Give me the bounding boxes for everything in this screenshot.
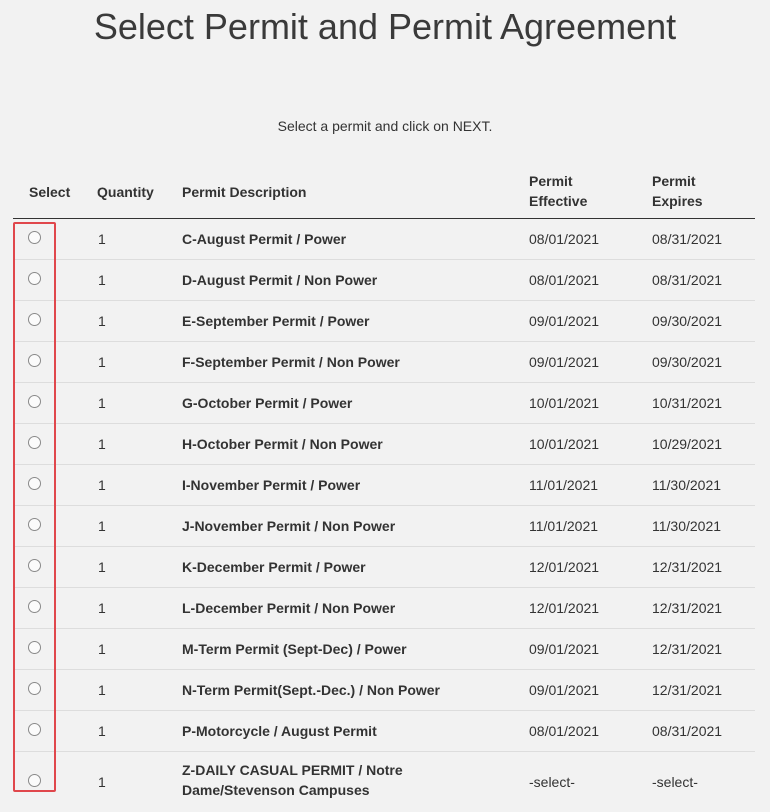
header-description: Permit Description xyxy=(182,184,307,200)
quantity-cell: 1 xyxy=(98,641,106,657)
permit-expires-cell: 09/30/2021 xyxy=(652,313,723,329)
header-expires xyxy=(652,171,703,211)
permit-effective-cell: 10/01/2021 xyxy=(529,395,600,411)
quantity-cell: 1 xyxy=(98,600,106,616)
permit-description-cell: C-August Permit / Power xyxy=(182,231,347,247)
table-row xyxy=(13,301,755,342)
permit-effective-cell: 08/01/2021 xyxy=(529,723,600,739)
quantity-cell: 1 xyxy=(98,354,106,370)
permit-effective-cell: 08/01/2021 xyxy=(529,272,600,288)
permit-radio-button[interactable] xyxy=(28,272,41,285)
instructions-text: Select a permit and click on NEXT. xyxy=(277,118,493,134)
permit-radio-button[interactable] xyxy=(28,682,41,695)
quantity-cell: 1 xyxy=(98,395,106,411)
header-effective-line1: Permit xyxy=(529,173,573,189)
header-select: Select xyxy=(29,184,71,200)
table-row xyxy=(13,424,755,465)
header-expires-line2: Expires xyxy=(652,193,703,209)
permit-expires-cell: 12/31/2021 xyxy=(652,641,723,657)
header-effective xyxy=(529,171,587,211)
table-row xyxy=(13,711,755,752)
quantity-cell: 1 xyxy=(98,559,106,575)
permit-expires-cell: 12/31/2021 xyxy=(652,682,723,698)
permit-radio-button[interactable] xyxy=(28,641,41,654)
permit-effective-cell: 12/01/2021 xyxy=(529,600,600,616)
permit-description-cell: I-November Permit / Power xyxy=(182,477,361,493)
permit-radio-button[interactable] xyxy=(28,774,41,787)
permit-expires-cell: 10/29/2021 xyxy=(652,436,723,452)
quantity-cell: 1 xyxy=(98,272,106,288)
quantity-cell: 1 xyxy=(98,723,106,739)
permit-expires-cell: 08/31/2021 xyxy=(652,272,723,288)
permit-description-cell: M-Term Permit (Sept-Dec) / Power xyxy=(182,641,407,657)
table-row xyxy=(13,629,755,670)
page-title: Select Permit and Permit Agreement xyxy=(93,6,677,47)
permit-radio-button[interactable] xyxy=(28,477,41,490)
permit-effective-cell: 09/01/2021 xyxy=(529,641,600,657)
permit-effective-cell: 08/01/2021 xyxy=(529,231,600,247)
table-row xyxy=(13,342,755,383)
permit-radio-button[interactable] xyxy=(28,600,41,613)
quantity-cell: 1 xyxy=(98,682,106,698)
permit-effective-cell: 09/01/2021 xyxy=(529,354,600,370)
table-row xyxy=(13,752,755,812)
permit-effective-cell: 12/01/2021 xyxy=(529,559,600,575)
permit-radio-button[interactable] xyxy=(28,436,41,449)
permit-description-cell: F-September Permit / Non Power xyxy=(182,354,400,370)
permit-description-cell: J-November Permit / Non Power xyxy=(182,518,396,534)
table-row xyxy=(13,465,755,506)
permit-radio-button[interactable] xyxy=(28,518,41,531)
permit-expires-cell: 08/31/2021 xyxy=(652,723,723,739)
permit-description-cell: Z-DAILY CASUAL PERMIT / Notre Dame/Stevenson Campuses xyxy=(182,762,403,798)
permit-effective-cell: 10/01/2021 xyxy=(529,436,600,452)
permit-description-cell: N-Term Permit(Sept.-Dec.) / Non Power xyxy=(182,682,441,698)
header-expires-line1: Permit xyxy=(652,173,696,189)
permit-radio-button[interactable] xyxy=(28,313,41,326)
permit-description-cell: E-September Permit / Power xyxy=(182,313,370,329)
permit-description-cell: L-December Permit / Non Power xyxy=(182,600,396,616)
permit-table-body xyxy=(13,219,755,812)
permit-radio-button[interactable] xyxy=(28,231,41,244)
permit-effective-cell: -select- xyxy=(529,774,575,790)
permit-expires-cell: -select- xyxy=(652,774,698,790)
table-row xyxy=(13,383,755,424)
permit-effective-cell: 11/01/2021 xyxy=(529,477,599,493)
quantity-cell: 1 xyxy=(98,518,106,534)
permit-expires-cell: 11/30/2021 xyxy=(652,518,722,534)
permit-expires-cell: 08/31/2021 xyxy=(652,231,723,247)
permit-radio-button[interactable] xyxy=(28,723,41,736)
header-effective-line2: Effective xyxy=(529,193,588,209)
permit-description-cell: H-October Permit / Non Power xyxy=(182,436,383,452)
quantity-cell: 1 xyxy=(98,477,106,493)
quantity-cell: 1 xyxy=(98,774,106,790)
permit-expires-cell: 12/31/2021 xyxy=(652,600,723,616)
permit-description-cell: D-August Permit / Non Power xyxy=(182,272,378,288)
quantity-cell: 1 xyxy=(98,313,106,329)
permit-radio-button[interactable] xyxy=(28,395,41,408)
permit-expires-cell: 10/31/2021 xyxy=(652,395,723,411)
permit-description-cell: K-December Permit / Power xyxy=(182,559,366,575)
permit-radio-button[interactable] xyxy=(28,559,41,572)
permit-description-cell: G-October Permit / Power xyxy=(182,395,353,411)
table-row xyxy=(13,219,755,260)
table-row xyxy=(13,260,755,301)
table-row xyxy=(13,547,755,588)
table-row xyxy=(13,588,755,629)
permit-description-cell: P-Motorcycle / August Permit xyxy=(182,723,377,739)
permit-effective-cell: 09/01/2021 xyxy=(529,313,600,329)
permit-effective-cell: 09/01/2021 xyxy=(529,682,600,698)
permit-effective-cell: 11/01/2021 xyxy=(529,518,599,534)
permit-expires-cell: 11/30/2021 xyxy=(652,477,722,493)
header-quantity: Quantity xyxy=(97,184,154,200)
quantity-cell: 1 xyxy=(98,436,106,452)
permit-radio-button[interactable] xyxy=(28,354,41,367)
quantity-cell: 1 xyxy=(98,231,106,247)
permit-expires-cell: 09/30/2021 xyxy=(652,354,723,370)
permit-expires-cell: 12/31/2021 xyxy=(652,559,723,575)
table-row xyxy=(13,670,755,711)
table-header xyxy=(13,170,755,219)
table-row xyxy=(13,506,755,547)
